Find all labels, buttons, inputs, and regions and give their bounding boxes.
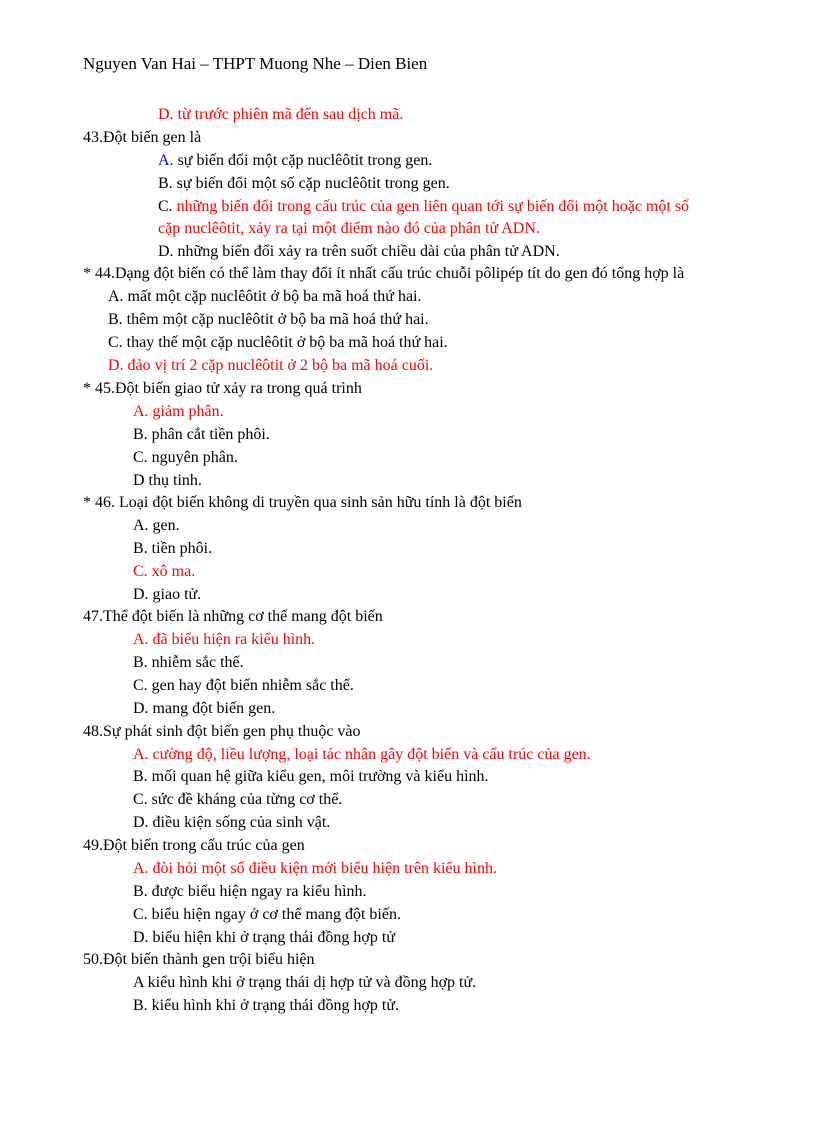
q44-option-b: B. thêm một cặp nuclêôtit ở bộ ba mã hoá thứ hai.	[108, 311, 429, 328]
q45-option-c: C. nguyên phân.	[133, 449, 238, 466]
q44-stem: * 44.Dạng đột biến có thể làm thay đổi ít nhất cấu trúc chuỗi pôlipép tít do gen đó tổng hợp là	[83, 265, 685, 282]
q44-option-c: C. thay thế một cặp nuclêôtit ở bộ ba mã hoá thứ hai.	[108, 334, 448, 351]
q43-option-c-line2: cặp nuclêôtit, xảy ra tại một điểm nào đó của phân tử ADN.	[158, 220, 540, 237]
q44-option-d: D. đảo vị trí 2 cặp nuclêôtit ở 2 bộ ba mã hoá cuối.	[108, 357, 434, 374]
option-text: sự biến đổi một cặp nuclêôtit trong gen.	[173, 152, 433, 169]
q46-option-c: C. xô ma.	[133, 563, 196, 580]
q43-option-d: D. những biến đổi xảy ra trên suốt chiều dài của phân tử ADN.	[158, 243, 560, 260]
q49-stem: 49.Đột biến trong cấu trúc của gen	[83, 837, 305, 854]
q47-option-a: A. đã biểu hiện ra kiểu hình.	[133, 631, 316, 648]
q45-option-b: B. phân cắt tiền phôi.	[133, 426, 270, 443]
q49-option-d: D. biểu hiện khi ở trạng thái đồng hợp tử	[133, 929, 395, 946]
q45-stem: * 45.Đột biến giao tử xảy ra trong quá trình	[83, 380, 362, 397]
q43-option-c	[158, 196, 689, 218]
q48-option-a: A. cường độ, liều lượng, loại tác nhân gây đột biến và cấu trúc của gen.	[133, 746, 591, 763]
q48-option-b: B. mối quan hệ giữa kiểu gen, môi trường và kiểu hình.	[133, 768, 489, 785]
q46-option-b: B. tiền phôi.	[133, 540, 213, 557]
option-text: từ trước phiên mã đến sau dịch mã.	[173, 106, 404, 123]
q43-stem: 43.Đột biến gen là	[83, 129, 202, 146]
q48-option-c: C. sức đề kháng của từng cơ thể.	[133, 791, 343, 808]
option-text: những biến đổi trong cấu trúc của gen liên quan tới sự biến đổi một hoặc một số	[176, 198, 690, 215]
q50-option-b: B. kiểu hình khi ở trạng thái đồng hợp tử.	[133, 997, 400, 1014]
page-header: Nguyen Van Hai – THPT Muong Nhe – Dien Bien	[83, 54, 428, 73]
q46-option-a: A. gen.	[133, 517, 180, 534]
option-label: A.	[158, 152, 174, 169]
q50-option-a: A kiểu hình khi ở trạng thái dị hợp tử và đồng hợp tử.	[133, 974, 477, 991]
q47-option-d: D. mang đột biến gen.	[133, 700, 276, 717]
q49-option-b: B. được biểu hiện ngay ra kiểu hình.	[133, 883, 367, 900]
q48-option-d: D. điều kiện sống của sinh vật.	[133, 814, 331, 831]
q48-stem: 48.Sự phát sinh đột biến gen phụ thuộc vào	[83, 723, 361, 740]
q43-option-a	[158, 150, 432, 172]
option-label: C.	[158, 198, 177, 215]
q49-option-c: C. biểu hiện ngay ở cơ thể mang đột biến.	[133, 906, 401, 923]
option-label: D.	[158, 106, 174, 123]
q46-option-d: D. giao tử.	[133, 586, 202, 603]
q44-option-a: A. mất một cặp nuclêôtit ở bộ ba mã hoá thứ hai.	[108, 288, 422, 305]
q45-option-a: A. giảm phân.	[133, 403, 224, 420]
q43-option-b: B. sự biến đổi một số cặp nuclêôtit trong gen.	[158, 175, 450, 192]
q45-option-d: D thụ tinh.	[133, 472, 202, 489]
q42-option-d	[158, 104, 403, 126]
q50-stem: 50.Đột biến thành gen trội biểu hiện	[83, 951, 315, 968]
q46-stem: * 46. Loại đột biến không di truyền qua sinh sản hữu tính là đột biến	[83, 494, 522, 511]
q49-option-a: A. đòi hỏi một số điều kiện mới biểu hiện trên kiểu hình.	[133, 860, 497, 877]
q47-stem: 47.Thể đột biến là những cơ thể mang đột biến	[83, 608, 383, 625]
q47-option-b: B. nhiễm sắc thể.	[133, 654, 244, 671]
q47-option-c: C. gen hay đột biến nhiễm sắc thể.	[133, 677, 354, 694]
